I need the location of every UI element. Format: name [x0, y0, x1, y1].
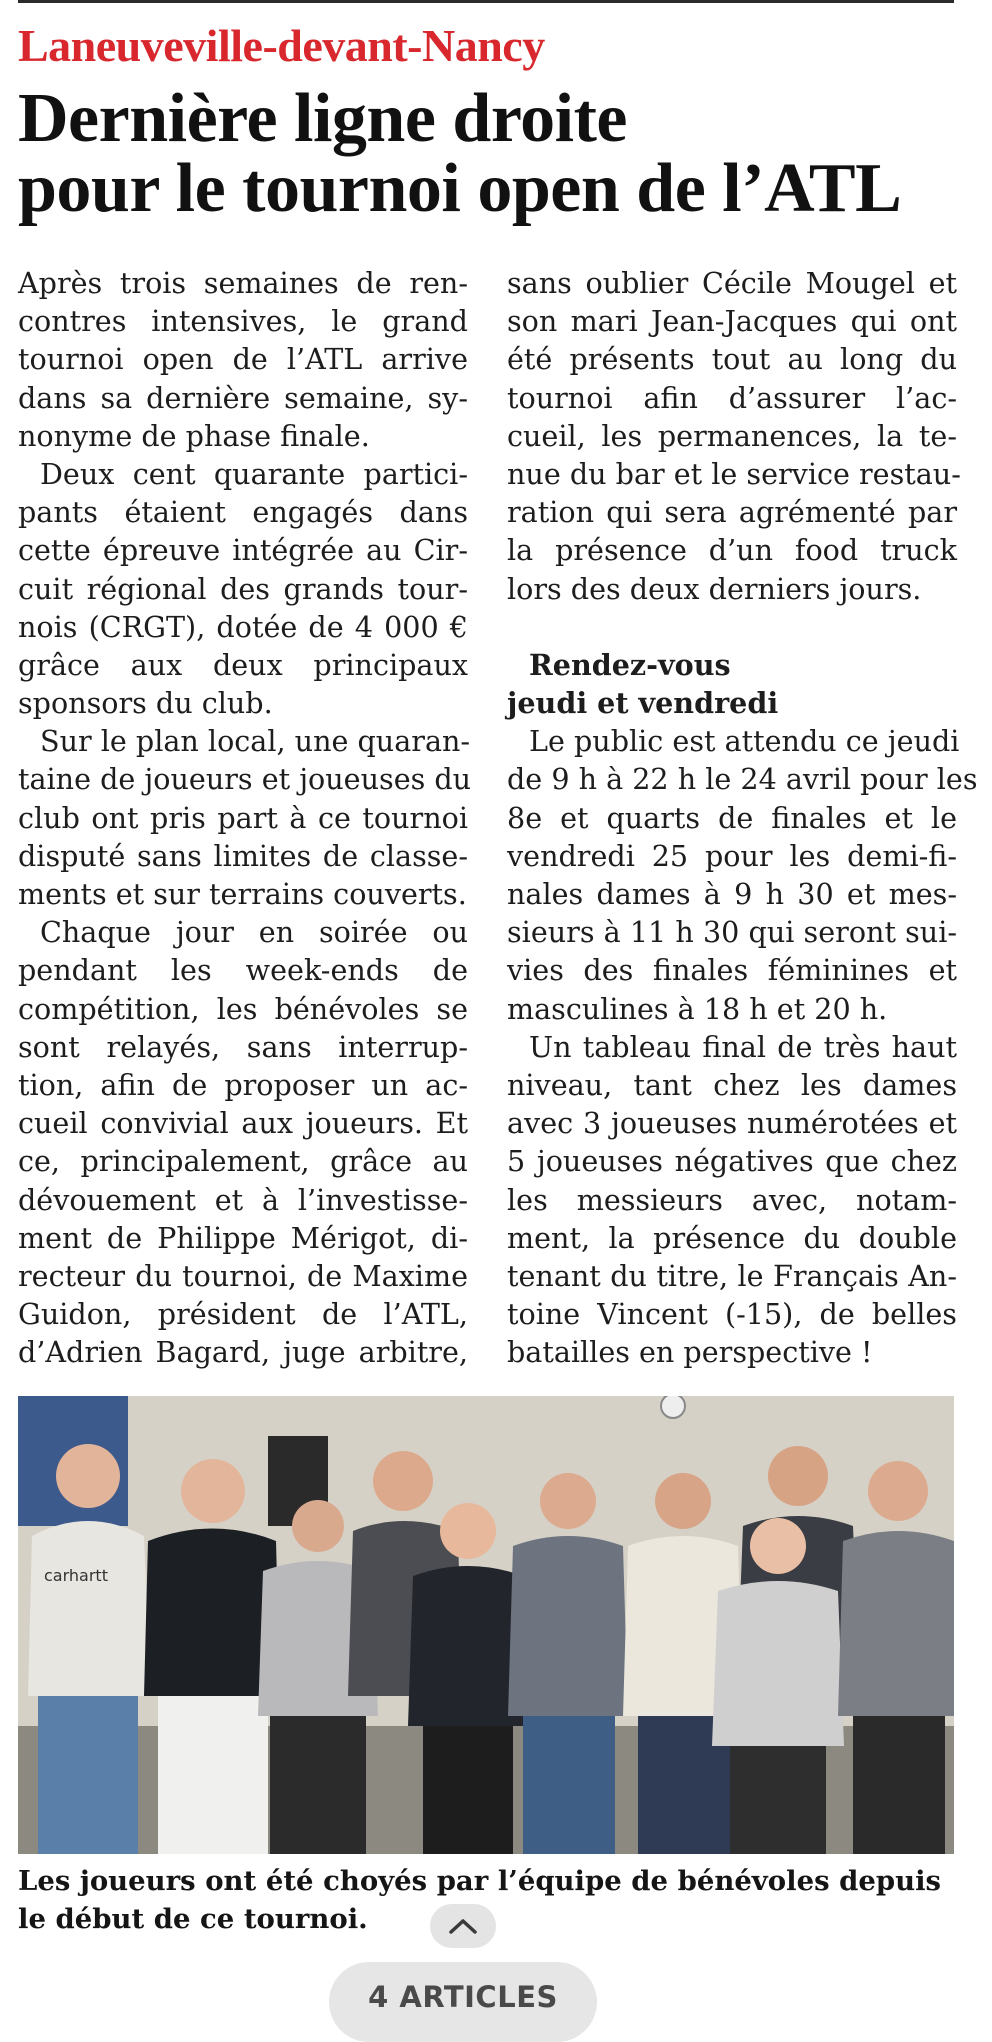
text-line: la présence d’un food truck	[507, 533, 957, 568]
wall-clock-icon	[661, 1396, 685, 1418]
article-photo	[18, 1396, 954, 1854]
sweatshirt-print: carhartt	[44, 1566, 108, 1585]
text-line: de 9 h à 22 h le 24 avril pour les	[507, 762, 978, 797]
subheading: Rendez-vous	[529, 647, 731, 682]
text-line: pendant les week-ends de	[18, 953, 468, 988]
text-line: ment, la présence du double	[507, 1220, 957, 1255]
text-line: 5 joueuses négatives que chez	[507, 1144, 957, 1179]
text-line: nonyme de phase finale.	[18, 418, 370, 453]
text-line: cuit régional des grands tour-	[18, 571, 468, 606]
text-line: Après trois semaines de ren-	[18, 266, 468, 300]
text-line: dévouement et à l’investisse-	[18, 1182, 468, 1217]
text-line: compétition, les bénévoles se	[18, 991, 468, 1026]
text-line: nales dames à 9 h 30 et mes-	[507, 877, 957, 911]
caption-line: Les joueurs ont été choyés par l’équipe de bénévoles depuis	[18, 1865, 942, 1897]
text-line: batailles en perspective !	[507, 1335, 873, 1370]
article-headline	[18, 80, 968, 227]
text-line: disputé sans limites de classe-	[18, 838, 468, 873]
text-line: cueil, les permanences, la te-	[507, 418, 957, 453]
text-line: ments et sur terrains couverts.	[18, 877, 467, 911]
group-photo-illustration	[18, 1396, 954, 1854]
headline-line: Dernière ligne droite	[18, 80, 627, 157]
articles-count-label: 4 ARTICLES	[368, 1980, 558, 2014]
text-line: Sur le plan local, une quaran-	[40, 724, 471, 759]
text-line: 8e et quarts de finales et le	[507, 800, 957, 835]
text-line: club ont pris part à ce tournoi	[18, 800, 468, 835]
article-column-right	[507, 264, 978, 1371]
text-line: sans oublier Cécile Mougel et	[507, 266, 957, 300]
text-line: les messieurs avec, notam-	[507, 1182, 957, 1217]
text-line: ment de Philippe Mérigot, di-	[18, 1220, 468, 1255]
text-line: avec 3 joueuses numérotées et	[507, 1106, 957, 1141]
text-line: sieurs à 11 h 30 qui seront sui-	[507, 915, 957, 950]
text-line: cueil convivial aux joueurs. Et	[18, 1106, 468, 1141]
text-line: tion, afin de proposer un ac-	[18, 1067, 468, 1102]
text-line: pants étaient engagés dans	[18, 495, 468, 530]
caption-line: le début de ce tournoi.	[18, 1903, 368, 1935]
text-line: lors des deux derniers jours.	[507, 571, 922, 606]
text-line: toine Vincent (-15), de belles	[507, 1297, 957, 1332]
text-line: son mari Jean-Jacques qui ont	[507, 304, 957, 339]
text-line: ration qui sera agrémenté par	[507, 495, 957, 530]
subheading: jeudi et vendredi	[507, 686, 779, 721]
text-line: taine de joueurs et joueuses du	[18, 762, 472, 797]
text-line: tenant du titre, le Français An-	[507, 1258, 957, 1293]
text-line: Chaque jour en soirée ou	[40, 915, 468, 950]
collapse-button[interactable]	[430, 1904, 496, 1948]
text-line: cette épreuve intégrée au Cir-	[18, 533, 468, 568]
top-rule	[18, 0, 954, 3]
text-line: vies des finales féminines et	[507, 953, 957, 988]
paragraph-gap	[507, 608, 957, 646]
text-line: tournoi afin d’assurer l’ac-	[507, 380, 957, 415]
text-line: nois (CRGT), dotée de 4 000 €	[18, 609, 468, 644]
text-line: d’Adrien Bagard, juge arbitre,	[18, 1335, 468, 1370]
text-line: nue du bar et le service restau-	[507, 456, 961, 491]
text-line: sponsors du club.	[18, 686, 273, 721]
text-line: niveau, tant chez les dames	[507, 1067, 957, 1102]
text-line: été présents tout au long du	[507, 342, 957, 377]
article-column-left	[18, 264, 472, 1371]
text-line: masculines à 18 h et 20 h.	[507, 991, 888, 1026]
text-line: Deux cent quarante partici-	[40, 456, 468, 491]
chevron-up-icon	[448, 1917, 478, 1935]
headline-line: pour le tournoi open de l’ATL	[18, 150, 902, 227]
text-line: tournoi open de l’ATL arrive	[18, 342, 468, 377]
text-line: grâce aux deux principaux	[18, 647, 468, 682]
articles-count-button[interactable]	[329, 1962, 597, 2042]
text-line: recteur du tournoi, de Maxime	[18, 1258, 468, 1293]
text-line: vendredi 25 pour les demi-fi-	[507, 838, 957, 873]
text-line: contres intensives, le grand	[18, 304, 468, 339]
text-line: Le public est attendu ce jeudi	[529, 724, 960, 759]
article-kicker: Laneuveville-devant-Nancy	[18, 20, 545, 71]
text-line: Un tableau final de très haut	[529, 1029, 957, 1064]
text-line: sont relayés, sans interrup-	[18, 1029, 468, 1064]
text-line: Guidon, président de l’ATL,	[18, 1297, 468, 1332]
text-line: ce, principalement, grâce au	[18, 1144, 468, 1179]
text-line: dans sa dernière semaine, sy-	[18, 380, 468, 415]
